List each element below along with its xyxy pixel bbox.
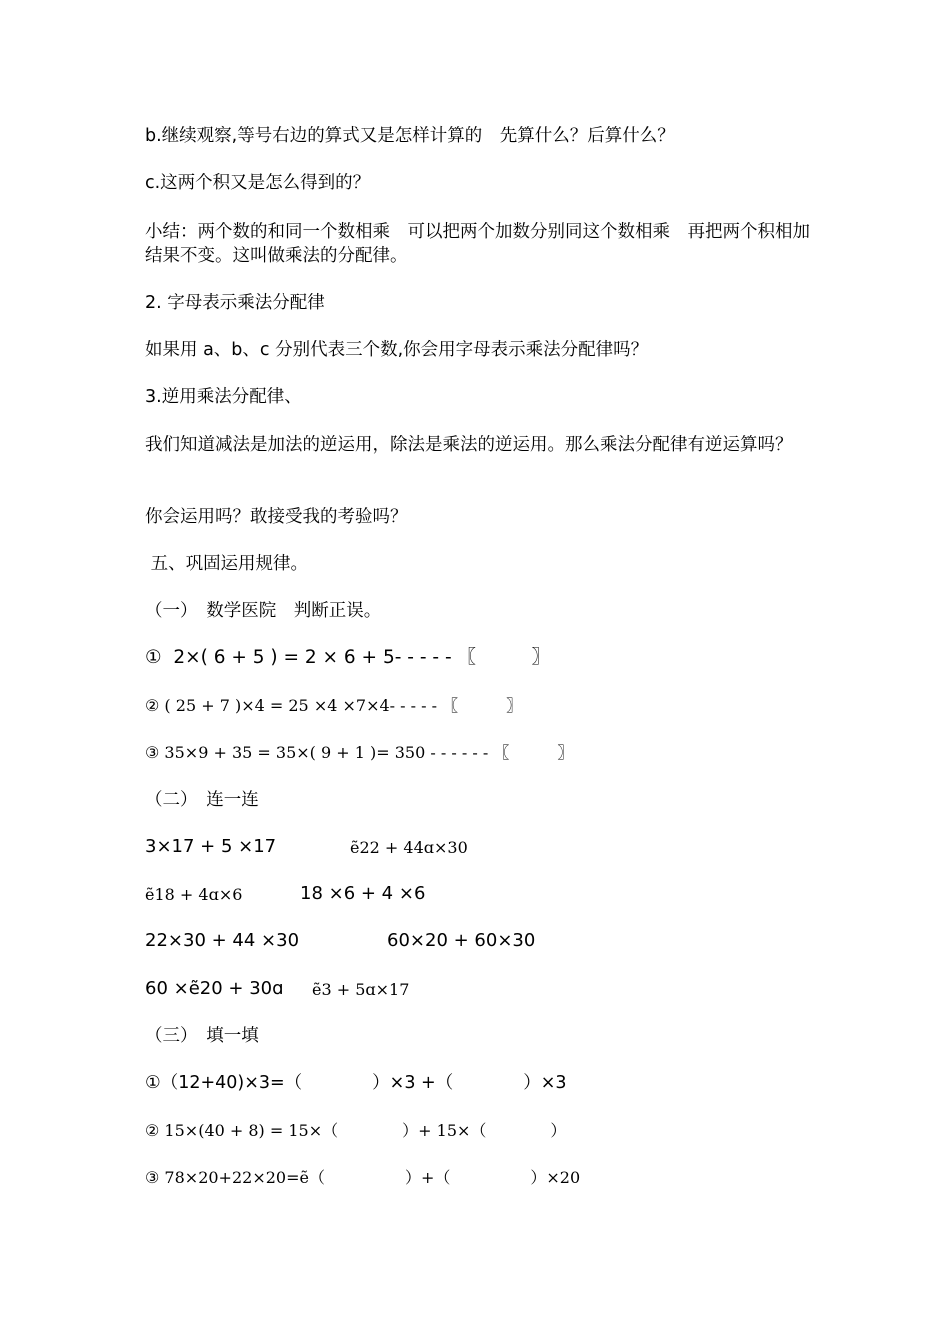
match-right-4: ẽ3 + 5ɑ×17	[312, 980, 410, 999]
part2-heading: （二） 连一连	[145, 790, 259, 810]
part3-item-2: ② 15×(40 + 8) = 15×（ ）+ 15×（ ）	[145, 1121, 567, 1140]
match-left-1: 3×17 + 5 ×17	[145, 836, 277, 857]
match-right-2: 18 ×6 + 4 ×6	[300, 883, 426, 904]
match-left-4: 60 ×ẽ20 + 30ɑ	[145, 978, 284, 999]
summary-paragraph: 小结：两个数的和同一个数相乘 可以把两个加数分别同这个数相乘 再把两个积相加 结果不变。这叫做乘法的分配律。	[145, 222, 828, 266]
section-5-heading: 五、巩固运用规律。	[145, 554, 309, 574]
letters-question: 如果用 a、b、c 分别代表三个数,你会用字母表示乘法分配律吗？	[145, 340, 649, 360]
part3-heading: （三） 填一填	[145, 1026, 259, 1046]
part1-item-3: ③ 35×9 + 35 = 35×( 9 + 1 )= 350 - - - - - - 〖 〗	[145, 743, 574, 762]
c-question: c.这两个积又是怎么得到的？	[145, 173, 371, 193]
match-right-3: 60×20 + 60×30	[387, 930, 536, 951]
part1-heading: （一） 数学医院 判断正误。	[145, 601, 382, 621]
match-left-2: ẽ18 + 4ɑ×6	[145, 885, 243, 904]
part1-item-2: ② ( 25 + 7 )×4 = 25 ×4 ×7×4- - - - - 〖 〗	[145, 696, 523, 715]
inverse-paragraph: 我们知道减法是加法的逆运用，除法是乘法的逆运用。那么乘法分配律有逆运算吗？	[145, 435, 793, 455]
part1-item-1: ① 2×( 6 + 5 ) = 2 × 6 + 5- - - - - 〖 〗	[145, 647, 550, 668]
part3-item-1: ①（12+40)×3=（ ）×3 +（ ）×3	[145, 1073, 567, 1093]
section-2-heading: 2. 字母表示乘法分配律	[145, 293, 325, 313]
part3-item-3: ③ 78×20+22×20=ẽ（ ）+（ ）×20	[145, 1168, 581, 1187]
b-question: b.继续观察,等号右边的算式又是怎样计算的 先算什么？后算什么？	[145, 126, 675, 146]
match-right-1: ẽ22 + 44ɑ×30	[350, 838, 468, 857]
challenge-line: 你会运用吗？敢接受我的考验吗？	[145, 507, 408, 527]
section-3-heading: 3.逆用乘法分配律、	[145, 387, 302, 407]
match-left-3: 22×30 + 44 ×30	[145, 930, 300, 951]
